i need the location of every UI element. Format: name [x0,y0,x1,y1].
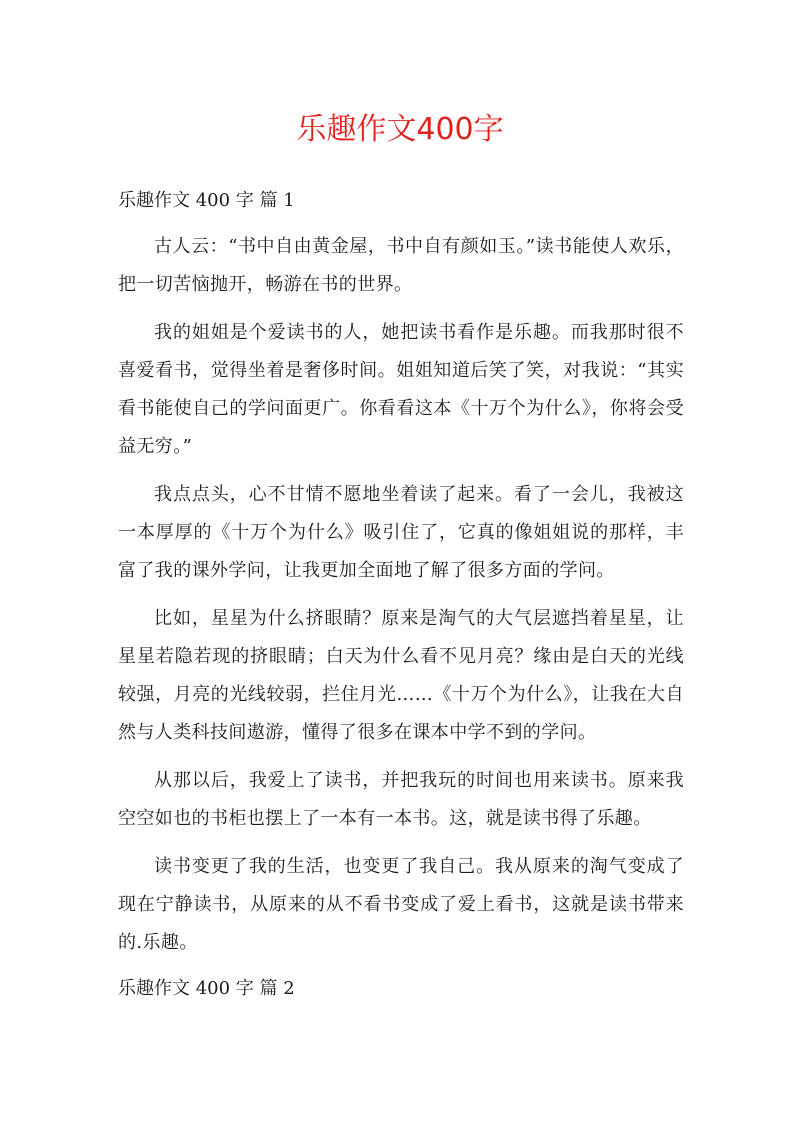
document-body [118,184,684,1016]
paragraph: 从那以后，我爱上了读书，并把我玩的时间也用来读书。原来我空空如也的书柜也摆上了一本有一本书。这，就是读书得了乐趣。 [118,770,684,829]
paragraph: 我的姐姐是个爱读书的人，她把读书看作是乐趣。而我那时很不喜爱看书，觉得坐着是奢侈时间。姐姐知道后笑了笑，对我说：“其实看书能使自己的学问面更广。你看看这本《十万个为什么》，你将会受益无穷。” [118,322,684,457]
section-heading-2: 乐趣作文 400 字 篇 2 [118,978,295,999]
paragraph: 读书变更了我的生活，也变更了我自己。我从原来的淘气变成了现在宁静读书，从原来的从不看书变成了爱上看书，这就是读书带来的.乐趣。 [118,856,684,953]
page-title: 乐趣作文400字 [296,112,504,147]
paragraph: 古人云：“书中自由黄金屋，书中自有颜如玉。”读书能使人欢乐，把一切苦恼抛开，畅游在书的世界。 [118,236,684,295]
paragraph: 比如，星星为什么挤眼睛？原来是淘气的大气层遮挡着星星，让星星若隐若现的挤眼睛；白天为什么看不见月亮？缘由是白天的光线较强，月亮的光线较弱，拦住月光……《十万个为什么》，让我在大自然与人类科技间遨游，懂得了很多在课本中学不到的学问。 [118,608,684,743]
paragraph: 我点点头，心不甘情不愿地坐着读了起来。看了一会儿，我被这一本厚厚的《十万个为什么》吸引住了，它真的像姐姐说的那样，丰富了我的课外学问，让我更加全面地了解了很多方面的学问。 [118,484,684,581]
section-heading-1: 乐趣作文 400 字 篇 1 [118,190,295,211]
